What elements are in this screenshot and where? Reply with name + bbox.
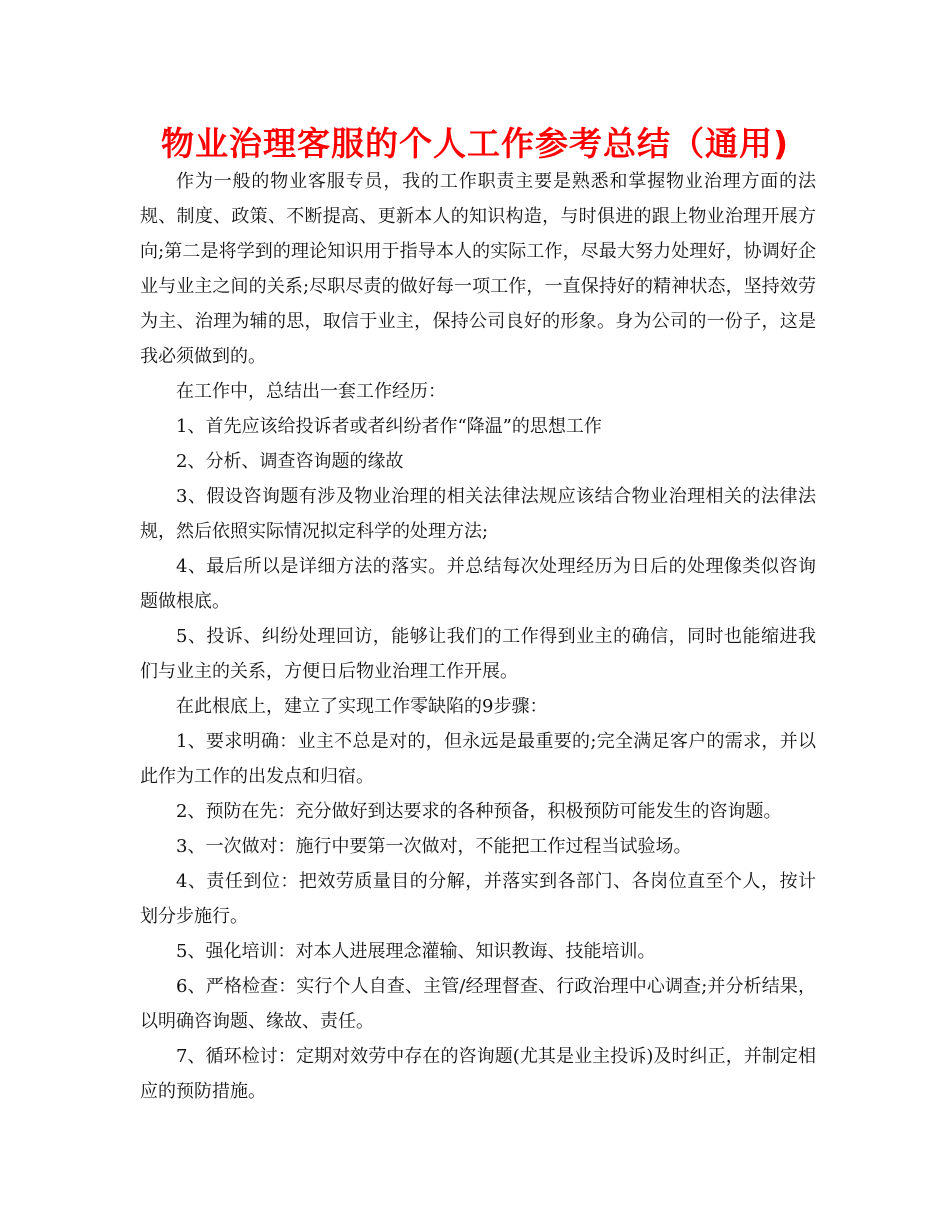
paragraph-step-4: 4、责任到位：把效劳质量目的分解，并落实到各部门、各岗位直至个人，按计划分步施行。 — [140, 871, 816, 927]
document-title: 物业治理客服的个人工作参考总结（通用) — [160, 124, 790, 163]
paragraph-steps-heading: 在此根底上，建立了实现工作零缺陷的9步骤： — [176, 696, 548, 717]
paragraph-experience-2: 2、分析、调查咨询题的缘故 — [176, 451, 404, 472]
paragraph-step-7: 7、循环检讨：定期对效劳中存在的咨询题(尤其是业主投诉)及时纠正，并制定相应的预防措施。 — [140, 1046, 816, 1102]
paragraph-step-1: 1、要求明确：业主不总是对的，但永远是最重要的;完全满足客户的需求，并以此作为工作的出发点和归宿。 — [140, 731, 816, 787]
paragraph-step-6: 6、严格检查：实行个人自查、主管/经理督查、行政治理中心调查;并分析结果，以明确咨询题、缘故、责任。 — [140, 976, 816, 1032]
paragraph-step-5: 5、强化培训：对本人进展理念灌输、知识教诲、技能培训。 — [176, 941, 656, 962]
paragraph-experience-3: 3、假设咨询题有涉及物业治理的相关法律法规应该结合物业治理相关的法律法规，然后依照实际情况拟定科学的处理方法; — [140, 486, 816, 542]
paragraph-experience-1: 1、首先应该给投诉者或者纠纷者作“降温”的思想工作 — [176, 416, 602, 437]
paragraph-experience-4: 4、最后所以是详细方法的落实。并总结每次处理经历为日后的处理像类似咨询题做根底。 — [140, 556, 816, 612]
document-body — [140, 164, 816, 1109]
paragraph-experience-heading: 在工作中，总结出一套工作经历： — [176, 381, 446, 402]
paragraph-step-2: 2、预防在先：充分做好到达要求的各种预备，积极预防可能发生的咨询题。 — [176, 801, 782, 822]
paragraph-intro: 作为一般的物业客服专员，我的工作职责主要是熟悉和掌握物业治理方面的法规、制度、政策、不断提高、更新本人的知识构造，与时俱进的跟上物业治理开展方向;第二是将学到的理论知识用于指导本人的实际工作，尽最大努力处理好，协调好企业与业主之间的关系;尽职尽责的做好每一项工作，一直保持好的精神状态，坚持效劳为主、治理为辅的思，取信于业主，保持公司良好的形象。身为公司的一份子，这是我必须做到的。 — [140, 171, 816, 367]
paragraph-step-3: 3、一次做对：施行中要第一次做对，不能把工作过程当试验场。 — [176, 836, 692, 857]
paragraph-experience-5: 5、投诉、纠纷处理回访，能够让我们的工作得到业主的确信，同时也能缩进我们与业主的关系，方便日后物业治理工作开展。 — [140, 626, 816, 682]
